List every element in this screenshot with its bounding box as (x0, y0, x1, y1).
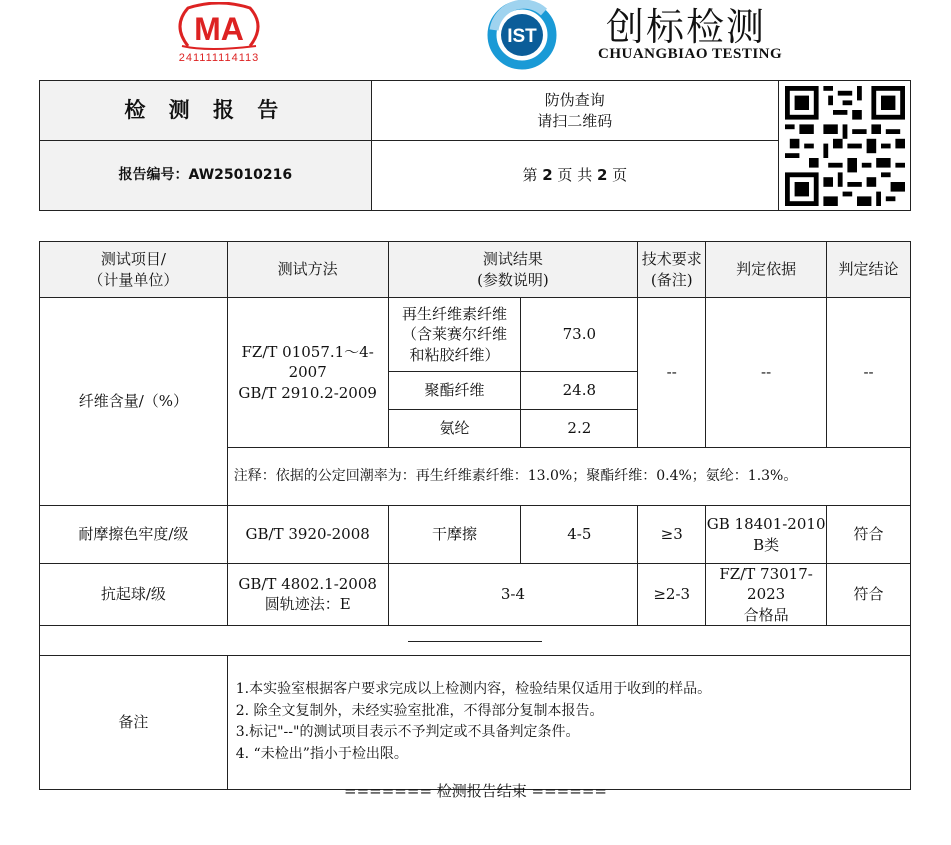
pilling-method-2: 圆轨迹法：E (264, 595, 351, 614)
qr-code-icon[interactable] (785, 86, 905, 206)
fiber-component-value: 73.0 (521, 298, 638, 372)
col-header-item-unit: （计量单位） (88, 270, 179, 289)
pilling-value: 3-4 (388, 564, 638, 626)
remarks-label: 备注 (40, 655, 228, 789)
cma-logo (168, 2, 270, 52)
remarks-content (227, 655, 910, 789)
fiber-component-value: 2.2 (521, 410, 638, 448)
ist-logo (484, 0, 560, 70)
col-header-result-label: 测试结果 (482, 250, 543, 269)
scan-qr-hint: 请扫二维码 (537, 111, 613, 130)
rubbing-requirement: ≥3 (638, 506, 706, 564)
fiber-component-name-3: 和粘胶纤维） (409, 345, 500, 364)
fiber-component-name: 氨纶 (388, 410, 521, 448)
cma-certificate-number: 241111114113 (178, 52, 260, 64)
pilling-basis (706, 564, 827, 626)
pilling-method-1: GB/T 4802.1-2008 (238, 575, 377, 594)
col-header-requirement-note: (备注) (650, 270, 693, 289)
separator-line (408, 641, 542, 642)
col-header-result (388, 242, 638, 298)
remark-line: 3.标记"--"的测试项目表示不予判定或不具备判定条件。 (235, 724, 580, 741)
report-header-table (39, 80, 911, 211)
col-header-item (40, 242, 228, 298)
rubbing-sub: 干摩擦 (388, 506, 521, 564)
report-number: 报告编号：AW25010216 (40, 141, 372, 211)
report-title: 检 测 报 告 (40, 81, 372, 141)
table-row (40, 506, 911, 564)
report-end-marker: ======= 检测报告结束 ====== (344, 782, 607, 800)
col-header-item-label: 测试项目/ (100, 250, 166, 269)
remark-line: 1.本实验室根据客户要求完成以上检测内容，检验结果仅适用于收到的样品。 (235, 680, 712, 697)
pilling-item: 抗起球/级 (40, 564, 228, 626)
anti-fake-label: 防伪查询 (544, 91, 605, 110)
pilling-method (227, 564, 388, 626)
rubbing-method: GB/T 3920-2008 (227, 506, 388, 564)
fiber-component-name: 聚酯纤维 (388, 372, 521, 410)
fiber-basis: -- (706, 298, 827, 448)
fiber-conclusion: -- (827, 298, 911, 448)
svg-text:MA: MA (194, 11, 244, 47)
page-total: 2 (596, 166, 608, 185)
col-header-method: 测试方法 (227, 242, 388, 298)
fiber-note: 注释：依据的公定回潮率为：再生纤维素纤维：13.0%；聚酯纤维：0.4%；氨纶：1.3%。 (227, 448, 910, 506)
fiber-component-name-1: 再生纤维素纤维 (401, 305, 507, 324)
qr-code-cell (779, 81, 911, 211)
fiber-method-1: FZ/T 01057.1～4-2007 (241, 343, 374, 382)
col-header-requirement-label: 技术要求 (641, 250, 702, 269)
table-row (40, 564, 911, 626)
col-header-result-note: (参数说明) (477, 270, 549, 289)
pilling-basis-1: FZ/T 73017-2023 (719, 565, 813, 604)
rubbing-item: 耐摩擦色牢度/级 (40, 506, 228, 564)
separator-cell (40, 625, 911, 655)
svg-text:IST: IST (507, 26, 537, 47)
table-row (40, 655, 911, 789)
remark-line: 2. 除全文复制外，未经实验室批准，不得部分复制本报告。 (235, 702, 604, 719)
rubbing-basis-2: B类 (753, 535, 780, 554)
rubbing-basis (706, 506, 827, 564)
fiber-component-name (388, 298, 521, 372)
table-header-row (40, 242, 911, 298)
remark-line: 4. “未检出”指小于检出限。 (235, 745, 408, 762)
col-header-basis: 判定依据 (706, 242, 827, 298)
anti-fake-query (371, 81, 778, 141)
table-row (40, 298, 911, 372)
fiber-component-name-2: （含莱赛尔纤维 (401, 325, 507, 344)
page-info (371, 141, 778, 211)
fiber-method (227, 298, 388, 448)
page-current: 2 (542, 166, 553, 185)
page-prefix: 第 (522, 166, 543, 185)
pilling-conclusion: 符合 (827, 564, 911, 626)
rubbing-basis-1: GB 18401-2010 (706, 515, 826, 534)
fiber-item: 纤维含量/（%） (40, 298, 228, 506)
pilling-requirement: ≥2-3 (638, 564, 706, 626)
page-mid: 页 共 (552, 166, 597, 185)
page-suffix: 页 (607, 166, 628, 185)
col-header-requirement (638, 242, 706, 298)
fiber-method-2: GB/T 2910.2-2009 (238, 383, 377, 402)
fiber-requirement: -- (638, 298, 706, 448)
brand-name-english: CHUANGBIAO TESTING (598, 46, 783, 62)
brand-name-chinese: 创标检测 (606, 5, 767, 49)
rubbing-value: 4-5 (521, 506, 638, 564)
rubbing-conclusion: 符合 (827, 506, 911, 564)
col-header-conclusion: 判定结论 (827, 242, 911, 298)
table-row (40, 625, 911, 655)
fiber-component-value: 24.8 (521, 372, 638, 410)
test-results-table (39, 241, 911, 790)
pilling-basis-2: 合格品 (743, 605, 789, 624)
